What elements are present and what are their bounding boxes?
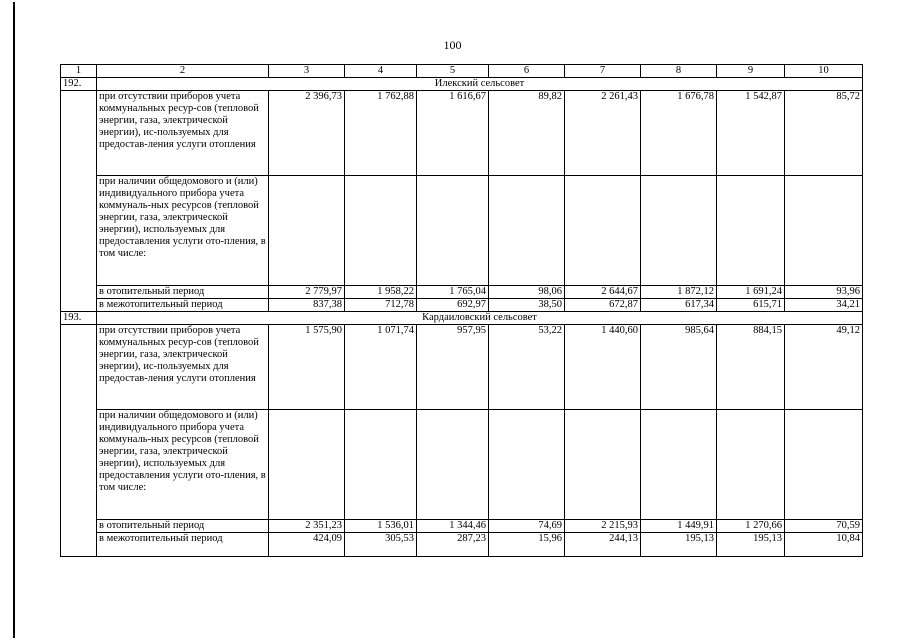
value-cell: 15,96 — [489, 533, 565, 557]
page-number: 100 — [443, 38, 462, 52]
header-cell: 8 — [641, 65, 717, 78]
value-cell: 2 644,67 — [565, 286, 641, 299]
value-cell: 1 071,74 — [345, 325, 417, 410]
header-cell: 1 — [61, 65, 97, 78]
value-cell: 93,96 — [785, 286, 863, 299]
value-cell: 2 779,97 — [269, 286, 345, 299]
value-cell — [565, 410, 641, 520]
header-cell: 6 — [489, 65, 565, 78]
value-cell: 70,59 — [785, 520, 863, 533]
value-cell — [717, 176, 785, 286]
table-row — [61, 325, 863, 410]
value-cell: 195,13 — [717, 533, 785, 557]
row-description: в отопительный период — [97, 286, 269, 299]
value-cell: 2 396,73 — [269, 91, 345, 176]
table-row — [61, 286, 863, 299]
section-title: Илекский сельсовет — [97, 78, 863, 91]
value-cell — [785, 410, 863, 520]
value-cell: 89,82 — [489, 91, 565, 176]
value-cell — [641, 176, 717, 286]
value-cell — [785, 176, 863, 286]
value-cell: 424,09 — [269, 533, 345, 557]
value-cell — [717, 410, 785, 520]
value-cell: 1 676,78 — [641, 91, 717, 176]
value-cell — [269, 176, 345, 286]
value-cell: 38,50 — [489, 299, 565, 312]
empty-index-cell — [61, 91, 97, 312]
row-description: в межотопительный период — [97, 533, 269, 557]
value-cell: 1 440,60 — [565, 325, 641, 410]
section-title-row — [61, 312, 863, 325]
table-row — [61, 410, 863, 520]
value-cell: 615,71 — [717, 299, 785, 312]
header-cell: 2 — [97, 65, 269, 78]
section-index: 192. — [61, 78, 97, 91]
header-cell: 9 — [717, 65, 785, 78]
value-cell: 617,34 — [641, 299, 717, 312]
scan-edge-bar — [13, 2, 15, 638]
row-description: в отопительный период — [97, 520, 269, 533]
value-cell: 53,22 — [489, 325, 565, 410]
table-row — [61, 176, 863, 286]
value-cell: 74,69 — [489, 520, 565, 533]
value-cell: 692,97 — [417, 299, 489, 312]
value-cell: 672,87 — [565, 299, 641, 312]
header-cell: 5 — [417, 65, 489, 78]
value-cell: 34,21 — [785, 299, 863, 312]
value-cell: 1 616,67 — [417, 91, 489, 176]
value-cell: 305,53 — [345, 533, 417, 557]
value-cell: 98,06 — [489, 286, 565, 299]
value-cell: 1 691,24 — [717, 286, 785, 299]
value-cell — [565, 176, 641, 286]
value-cell: 10,84 — [785, 533, 863, 557]
value-cell — [345, 176, 417, 286]
header-cell: 4 — [345, 65, 417, 78]
value-cell: 985,64 — [641, 325, 717, 410]
row-description: в межотопительный период — [97, 299, 269, 312]
value-cell: 1 575,90 — [269, 325, 345, 410]
value-cell: 837,38 — [269, 299, 345, 312]
value-cell — [417, 410, 489, 520]
header-cell: 3 — [269, 65, 345, 78]
value-cell — [345, 410, 417, 520]
row-description: при наличии общедомового и (или) индивидуального прибора учета коммуналь-ных ресурсов (тепловой энергии, газа, электрической энергии), используемых для предоставления услуги ото-пления, в том числе: — [97, 410, 269, 520]
table-row — [61, 533, 863, 557]
section-title: Кардаиловский сельсовет — [97, 312, 863, 325]
value-cell — [417, 176, 489, 286]
value-cell: 1 762,88 — [345, 91, 417, 176]
header-row — [61, 65, 863, 78]
value-cell: 884,15 — [717, 325, 785, 410]
empty-index-cell — [61, 325, 97, 557]
header-cell: 10 — [785, 65, 863, 78]
row-description: при отсутствии приборов учета коммунальных ресур-сов (тепловой энергии, газа, электрической энергии), ис-пользуемых для предостав-ления услуги отопления — [97, 91, 269, 176]
value-cell — [489, 176, 565, 286]
value-cell: 2 215,93 — [565, 520, 641, 533]
value-cell — [489, 410, 565, 520]
section-title-row — [61, 78, 863, 91]
value-cell: 1 344,46 — [417, 520, 489, 533]
row-description: при наличии общедомового и (или) индивидуального прибора учета коммуналь-ных ресурсов (тепловой энергии, газа, электрической энергии), используемых для предоставления услуги ото-пления, в том числе: — [97, 176, 269, 286]
value-cell: 1 872,12 — [641, 286, 717, 299]
table-row — [61, 299, 863, 312]
value-cell: 1 958,22 — [345, 286, 417, 299]
section-index: 193. — [61, 312, 97, 325]
value-cell: 1 765,04 — [417, 286, 489, 299]
value-cell: 195,13 — [641, 533, 717, 557]
value-cell — [269, 410, 345, 520]
table-row — [61, 91, 863, 176]
value-cell: 2 261,43 — [565, 91, 641, 176]
value-cell: 2 351,23 — [269, 520, 345, 533]
tariff-table — [60, 64, 863, 557]
value-cell: 85,72 — [785, 91, 863, 176]
header-cell: 7 — [565, 65, 641, 78]
value-cell — [641, 410, 717, 520]
value-cell: 957,95 — [417, 325, 489, 410]
value-cell: 1 542,87 — [717, 91, 785, 176]
value-cell: 49,12 — [785, 325, 863, 410]
value-cell: 1 449,91 — [641, 520, 717, 533]
value-cell: 1 536,01 — [345, 520, 417, 533]
value-cell: 287,23 — [417, 533, 489, 557]
table-row — [61, 520, 863, 533]
value-cell: 1 270,66 — [717, 520, 785, 533]
value-cell: 712,78 — [345, 299, 417, 312]
row-description: при отсутствии приборов учета коммунальных ресур-сов (тепловой энергии, газа, электрической энергии), ис-пользуемых для предостав-ления услуги отопления — [97, 325, 269, 410]
value-cell: 244,13 — [565, 533, 641, 557]
